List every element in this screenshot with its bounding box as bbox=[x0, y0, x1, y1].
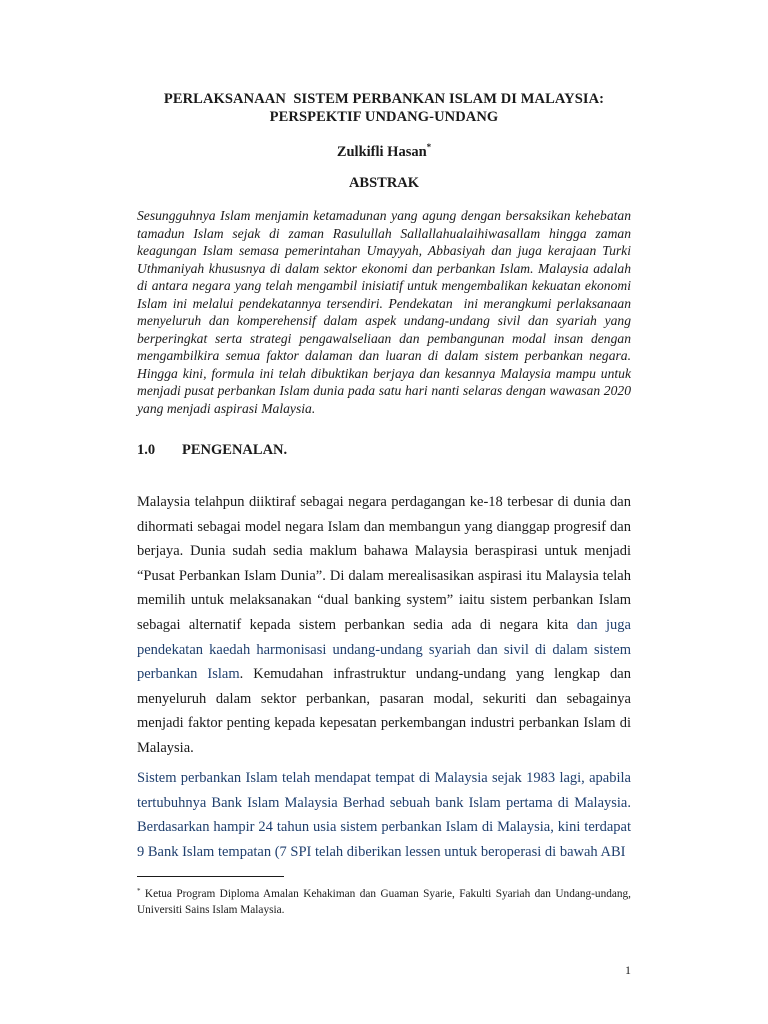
author-footnote-marker: * bbox=[426, 142, 432, 152]
title-line-1: PERLAKSANAAN SISTEM PERBANKAN ISLAM DI MALAYSIA: bbox=[163, 91, 605, 107]
abstract-text: Sesungguhnya Islam menjamin ketamadunan yang agung dengan bersaksikan kehebatan tamadun Islam sejak di zaman Rasulullah Sallallahualaihiwasallam hingga zaman keagungan Islam semasa pemerintahan Umayyah, Abbasiyah dan juga kerajaan Turki Uthmaniyah khususnya di dalam sektor ekonomi dan perbankan Islam. Malaysia adalah di antara negara yang telah mengambil inisiatif untuk mengembalikan kekuatan ekonomi Islam ini melalui pendekatannya tersendiri. Pendekatan ini merangkumi perlaksanaan menyeluruh dan komperehensif dalam aspek undang-undang sivil dan syariah yang berperingkat serta strategi pengawalseliaan dan pembangunan modal insan dengan mengambilkira semua faktor dalaman dan luaran di dalam sistem perbankan negara. Hingga kini, formula ini telah dibuktikan berjaya dan kesannya Malaysia mampu untuk menjadi pusat perbankan Islam dunia pada satu hari nanti selaras dengan wawasan 2020 yang menjadi aspirasi Malaysia. bbox=[137, 208, 635, 417]
body-paragraph-2: Sistem perbankan Islam telah mendapat tempat di Malaysia sejak 1983 lagi, apabila tertubuhnya Bank Islam Malaysia Berhad sebuah bank Islam pertama di Malaysia. Berdasarkan hampir 24 tahun usia sistem perbankan Islam di Malaysia, kini terdapat 9 Bank Islam tempatan (7 SPI telah diberikan lessen untuk beroperasi di bawah ABI bbox=[137, 770, 631, 860]
author-name: Zulkifli Hasan bbox=[336, 144, 427, 160]
footnote-text: Ketua Program Diploma Amalan Kehakiman dan Guaman Syarie, Fakulti Syariah dan Undang-undang, Universiti Sains Islam Malaysia. bbox=[137, 888, 631, 916]
footnote-marker: * bbox=[137, 887, 141, 895]
page-number: 1 bbox=[625, 963, 631, 977]
abstract-heading: ABSTRAK bbox=[348, 175, 420, 191]
author-line bbox=[137, 138, 631, 161]
paragraph-1-text-a: Malaysia telahpun diiktiraf sebagai negara perdagangan ke-18 terbesar di dunia dan dihormati sebagai model negara Islam dan membangun yang dianggap progresif dan berjaya. Dunia sudah sedia maklum bahawa Malaysia beraspirasi untuk menjadi “Pusat Perbankan Islam Dunia”. Di dalam merealisasikan aspirasi itu Malaysia telah memilih untuk melaksanakan “dual banking system” iaitu sistem perbankan Islam sebagai alternatif kepada sistem perbankan sedia ada di negara kita bbox=[137, 494, 631, 633]
section-number: 1.0 bbox=[137, 442, 156, 458]
footnote bbox=[137, 884, 631, 918]
paragraph-1-text-b: . Kemudahan infrastruktur undang-undang yang lengkap dan menyeluruh dalam sektor perbankan, pasaran modal, sekuriti dan sebagainya menjadi faktor penting kepada kepesatan perkembangan industri perbankan Islam di Malaysia. bbox=[137, 666, 631, 756]
title-line-2: PERSPEKTIF UNDANG-UNDANG bbox=[269, 109, 499, 125]
footnote-separator bbox=[137, 876, 284, 877]
paragraph-1-highlight: dan juga pendekatan kaedah harmonisasi undang-undang syariah dan sivil di dalam sistem perbankan Islam bbox=[137, 616, 631, 683]
section-heading bbox=[137, 441, 287, 459]
paper-title bbox=[137, 90, 631, 126]
body-paragraph-1 bbox=[137, 490, 631, 761]
section-title: PENGENALAN. bbox=[182, 442, 288, 458]
